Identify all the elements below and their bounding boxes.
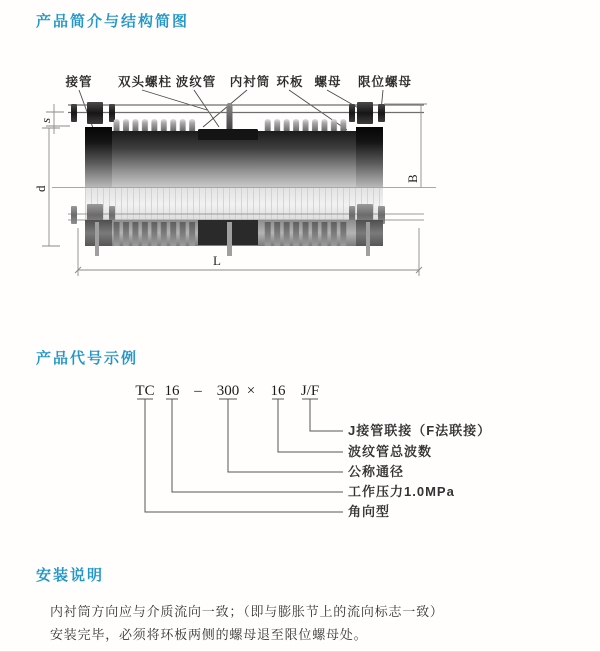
stud-leg <box>366 222 370 256</box>
annotation-pressure: 工作压力1.0MPa <box>348 484 455 499</box>
end-pipe-left <box>85 127 112 187</box>
dim-label-d: d <box>33 185 48 192</box>
nut <box>71 104 77 122</box>
code-token-conn: J/F <box>300 383 320 399</box>
liner-collar <box>198 129 258 140</box>
install-note-line: 内衬筒方向应与介质流向一致；（即与膨胀节上的流向标志一致） <box>50 604 444 619</box>
code-annotations <box>348 423 491 519</box>
label-neichentong: 内衬筒 <box>229 75 271 89</box>
section-title-code: 产品代号示例 <box>36 350 139 367</box>
leader-line <box>194 90 219 127</box>
label-jieguan: 接管 <box>65 75 93 89</box>
label-shuangtouluozhu: 双头螺柱 <box>117 75 173 89</box>
annotation-waves: 波纹管总波数 <box>348 444 433 459</box>
joint-body-upper <box>85 127 383 187</box>
nut <box>357 102 373 124</box>
label-huanban: 环板 <box>276 75 304 89</box>
section-title-install: 安装说明 <box>36 567 105 584</box>
reflection-stripes <box>85 188 383 221</box>
center-stud <box>227 103 233 131</box>
connector <box>172 399 343 492</box>
code-token-diameter: 300 <box>216 383 240 399</box>
bellows-ribs-lower-left <box>112 222 197 246</box>
annotation-diameter: 公称通径 <box>348 464 405 479</box>
leader-line <box>327 90 362 110</box>
limit-nut <box>378 104 385 122</box>
install-note-line: 安装完毕，必须将环板两侧的螺母退至限位螺母处。 <box>50 627 368 642</box>
stud-leg <box>95 222 99 256</box>
dim-label-L: L <box>213 253 221 268</box>
label-luomu: 螺母 <box>314 75 342 89</box>
dim-label-B: B <box>405 174 420 183</box>
joint-body-lower <box>68 188 424 256</box>
leader-line <box>203 90 247 127</box>
dimension-d <box>33 128 60 246</box>
product-code-figure <box>0 372 600 537</box>
code-token-pressure: 16 <box>164 383 180 399</box>
label-bowenguan: 波纹管 <box>175 75 217 89</box>
part-labels <box>64 74 412 89</box>
code-token-dash: – <box>194 383 202 399</box>
code-tokens <box>135 383 319 399</box>
dimension-s <box>38 104 70 134</box>
code-token-waves: 16 <box>270 383 286 399</box>
code-token-type: TC <box>135 383 155 399</box>
dim-label-s: s <box>38 117 53 123</box>
bellows-ribs-lower-right <box>262 222 347 246</box>
section-title-intro: 产品简介与结构简图 <box>36 13 190 30</box>
connector <box>228 399 343 472</box>
dimension-B <box>384 104 427 187</box>
leader-line <box>142 90 207 110</box>
code-token-times: × <box>246 383 256 399</box>
expansion-joint-diagram <box>0 60 600 360</box>
end-pipe-right <box>356 127 383 187</box>
nut <box>87 102 103 124</box>
stud-leg <box>227 222 232 256</box>
nut-lower <box>71 206 77 224</box>
connector <box>310 399 343 431</box>
annotation-type: 角向型 <box>348 504 391 519</box>
code-connector-lines <box>137 399 343 512</box>
annotation-connection: J接管联接（F法联接） <box>348 423 492 438</box>
label-xianweiluomu: 限位螺母 <box>357 75 413 89</box>
nut <box>349 104 355 122</box>
connector <box>145 399 343 512</box>
